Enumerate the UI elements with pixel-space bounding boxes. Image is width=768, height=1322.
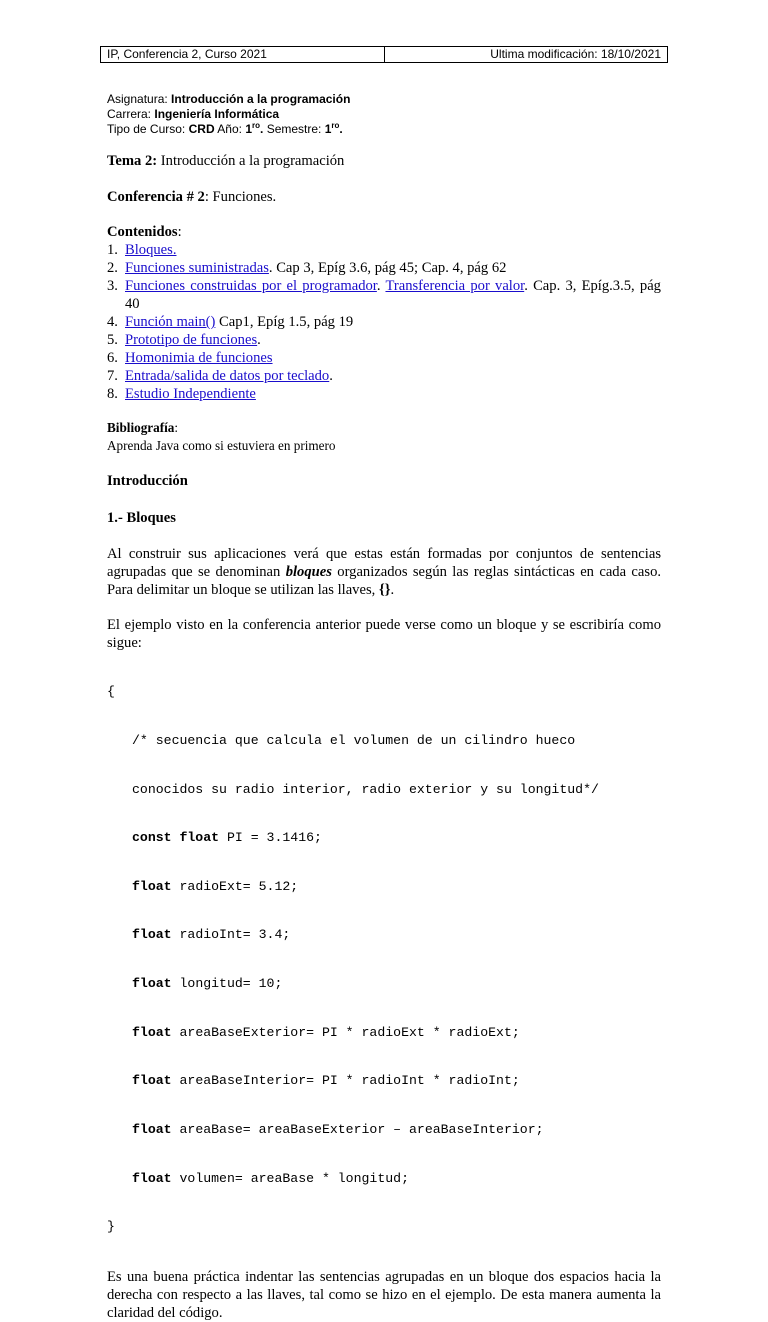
link-transferencia-por-valor[interactable]: Transferencia por valor bbox=[385, 278, 525, 294]
asignatura-label: Asignatura: bbox=[107, 92, 168, 106]
bloques-paragraph-2: El ejemplo visto en la conferencia anterior puede verse como un bloque y se escribiría como sigue: bbox=[107, 617, 661, 651]
code-line bbox=[107, 1025, 661, 1041]
contenidos-colon: : bbox=[177, 224, 182, 240]
code-keyword: float bbox=[132, 1024, 172, 1040]
carrera-value: Ingeniería Informática bbox=[154, 107, 280, 121]
code-statement: radioExt= 5.12; bbox=[171, 878, 299, 894]
list-item bbox=[107, 259, 661, 277]
anio-label: Año: bbox=[217, 122, 242, 136]
code-close-brace: } bbox=[107, 1219, 115, 1235]
link-prototipo-de-funciones[interactable]: Prototipo de funciones bbox=[125, 332, 258, 348]
code-statement: volumen= areaBase * longitud; bbox=[171, 1170, 409, 1186]
code-line bbox=[107, 879, 661, 895]
contents-list bbox=[107, 241, 661, 403]
paragraph-text: Al construir sus aplicaciones verá que estas están formadas por conjuntos de sentencias agrupadas que se denominan bbox=[107, 546, 661, 580]
header-last-modified: Ultima modificación: 18/10/2021 bbox=[490, 47, 661, 61]
conferencia-label: Conferencia # 2 bbox=[107, 189, 205, 205]
paragraph-end: . bbox=[390, 582, 395, 598]
code-keyword: float bbox=[132, 1073, 172, 1089]
bloques-title: 1.- Bloques bbox=[107, 510, 176, 526]
header-course-info: IP, Conferencia 2, Curso 2021 bbox=[101, 47, 385, 62]
code-line bbox=[107, 1171, 661, 1187]
conferencia-line bbox=[107, 188, 661, 206]
asignatura-value: Introducción a la programación bbox=[171, 92, 351, 106]
bibliografia-heading bbox=[107, 419, 661, 437]
list-item bbox=[107, 385, 661, 403]
tema-text: Introducción a la programación bbox=[160, 153, 345, 169]
code-statement: areaBaseInterior= PI * radioInt * radioInt; bbox=[171, 1073, 520, 1089]
contenidos-heading bbox=[107, 223, 661, 241]
code-line bbox=[107, 927, 661, 943]
introduccion-heading bbox=[107, 472, 661, 490]
anio-value bbox=[245, 122, 263, 136]
code-keyword: float bbox=[132, 927, 172, 943]
code-statement: longitud= 10; bbox=[171, 976, 283, 992]
list-item-body bbox=[125, 367, 661, 385]
list-item bbox=[107, 313, 661, 331]
code-line bbox=[107, 976, 661, 992]
list-item bbox=[107, 277, 661, 313]
contenidos-label: Contenidos bbox=[107, 224, 178, 240]
list-item-body bbox=[125, 277, 661, 313]
page-header bbox=[100, 46, 668, 63]
tipo-label: Tipo de Curso: bbox=[107, 122, 186, 136]
link-estudio-independiente[interactable]: Estudio Independiente bbox=[125, 386, 256, 402]
code-statement: areaBaseExterior= PI * radioExt * radioExt; bbox=[171, 1024, 520, 1040]
list-item-body bbox=[125, 241, 661, 259]
anio-superscript: ro bbox=[252, 121, 260, 130]
list-item-separator: . bbox=[376, 278, 386, 294]
semestre-superscript: ro bbox=[331, 121, 340, 130]
code-comment-line-1: /* secuencia que calcula el volumen de un cilindro hueco bbox=[132, 733, 576, 749]
anio-dot: . bbox=[260, 122, 264, 136]
link-entrada-salida[interactable]: Entrada/salida de datos por teclado bbox=[125, 368, 330, 384]
course-metadata bbox=[107, 92, 350, 137]
list-item-body bbox=[125, 385, 661, 403]
list-item-number: 5. bbox=[107, 332, 118, 348]
link-funcion-main[interactable]: Función main() bbox=[125, 314, 216, 330]
list-item-number: 4. bbox=[107, 314, 118, 330]
conferencia-text: : Funciones. bbox=[204, 189, 277, 205]
code-keyword: const float bbox=[132, 830, 220, 846]
list-item-body bbox=[125, 313, 661, 331]
code-keyword: float bbox=[132, 1121, 172, 1137]
semestre-dot: . bbox=[339, 122, 343, 136]
code-keyword: float bbox=[132, 1170, 172, 1186]
bloques-heading bbox=[107, 509, 661, 527]
code-keyword: float bbox=[132, 976, 172, 992]
carrera-label: Carrera: bbox=[107, 107, 152, 121]
introduccion-title: Introducción bbox=[107, 473, 188, 489]
code-statement: radioInt= 3.4; bbox=[171, 927, 291, 943]
list-item-body bbox=[125, 349, 661, 367]
document-body bbox=[107, 152, 661, 1322]
semestre-value bbox=[325, 122, 343, 136]
anio-number: 1 bbox=[245, 122, 252, 136]
list-item-body bbox=[125, 259, 661, 277]
list-item-reference: . Cap 3, Epíg 3.6, pág 45; Cap. 4, pág 62 bbox=[268, 260, 507, 276]
carrera-line bbox=[107, 107, 350, 122]
semestre-label: Semestre: bbox=[266, 122, 322, 136]
bloques-paragraph-3: Es una buena práctica indentar las sentencias agrupadas en un bloque dos espacios hacia la derecha con respecto a las llaves, tal como se hizo en el ejemplo. De esta manera aumenta la claridad del código. bbox=[107, 1268, 661, 1321]
list-item-reference: Cap1, Epíg 1.5, pág 19 bbox=[215, 314, 354, 330]
code-block bbox=[107, 652, 661, 1268]
code-line bbox=[107, 830, 661, 846]
list-item bbox=[107, 367, 661, 385]
link-funciones-suministradas[interactable]: Funciones suministradas bbox=[125, 260, 269, 276]
list-item bbox=[107, 331, 661, 349]
link-bloques[interactable]: Bloques. bbox=[125, 242, 177, 258]
list-item-number: 6. bbox=[107, 350, 118, 366]
bloques-term: bloques bbox=[285, 564, 332, 580]
link-funciones-construidas[interactable]: Funciones construidas por el programador bbox=[125, 278, 377, 294]
list-item-number: 7. bbox=[107, 368, 118, 384]
semestre-number: 1 bbox=[324, 122, 332, 136]
code-comment-line-2: conocidos su radio interior, radio exterior y su longitud*/ bbox=[132, 781, 599, 797]
code-open-brace: { bbox=[107, 684, 115, 700]
list-item-number: 3. bbox=[107, 278, 118, 294]
code-keyword: float bbox=[132, 878, 172, 894]
asignatura-line bbox=[107, 92, 350, 107]
braces-symbol: {} bbox=[378, 582, 391, 598]
bibliografia-entry: Aprenda Java como si estuviera en primero bbox=[107, 438, 336, 453]
tipo-value: CRD bbox=[188, 122, 215, 136]
paragraph-text: organizados según las reglas sintácticas en cada caso. Para delimitar un bloque se utilizan las llaves, bbox=[107, 564, 662, 598]
list-item-reference: . Cap. 3, Epíg.3.5, pág 40 bbox=[125, 278, 661, 312]
code-line bbox=[107, 1073, 661, 1089]
bloques-paragraph-1 bbox=[107, 545, 661, 599]
code-statement: areaBase= areaBaseExterior – areaBaseInterior; bbox=[171, 1121, 544, 1137]
list-item-number: 2. bbox=[107, 260, 118, 276]
list-item-reference: . bbox=[329, 368, 333, 384]
list-item-reference: . bbox=[257, 332, 261, 348]
list-item-number: 8. bbox=[107, 386, 118, 402]
list-item-number: 1. bbox=[107, 242, 118, 258]
code-statement: PI = 3.1416; bbox=[219, 830, 322, 846]
tema-line bbox=[107, 152, 661, 170]
tipo-curso-line bbox=[107, 122, 350, 137]
list-item bbox=[107, 241, 661, 259]
list-item-body bbox=[125, 331, 661, 349]
tema-label: Tema 2: bbox=[107, 153, 158, 169]
code-line bbox=[107, 1122, 661, 1138]
link-homonimia-de-funciones[interactable]: Homonimia de funciones bbox=[125, 350, 273, 366]
bibliografia-label: Bibliografía bbox=[107, 420, 175, 435]
list-item bbox=[107, 349, 661, 367]
bibliografia-colon: : bbox=[174, 420, 179, 435]
